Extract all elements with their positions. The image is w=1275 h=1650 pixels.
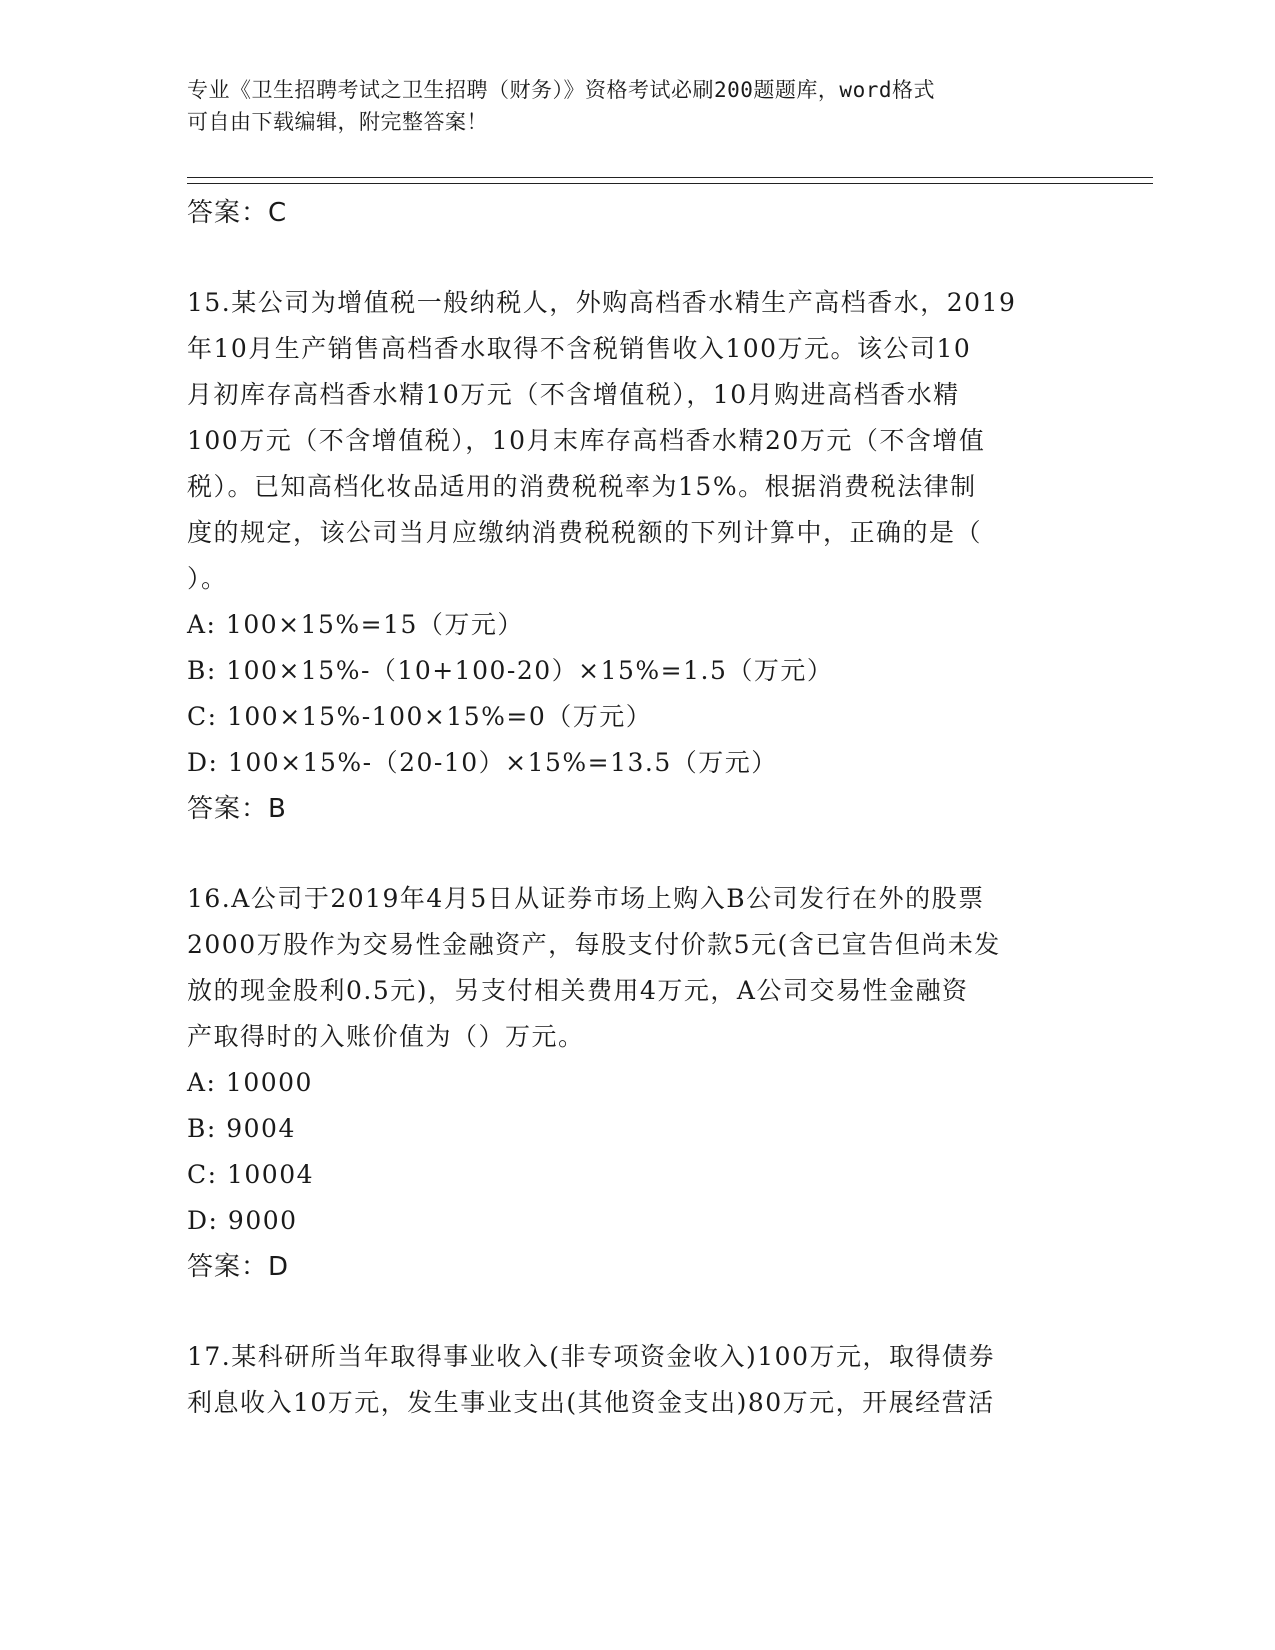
document-header [187,74,1067,138]
question-text-line: 产取得时的入账价值为（）万元。 [187,1022,585,1051]
question-text-line: 利息收入10万元，发生事业支出(其他资金支出)80万元，开展经营活 [187,1388,995,1417]
spacer [187,1290,1087,1334]
question-text-line: 年10月生产销售高档香水取得不含税销售收入100万元。该公司10 [187,334,972,363]
option-c: C: 10004 [187,1160,315,1189]
question-17 [187,1334,1087,1426]
option-b: B: 9004 [187,1114,296,1143]
question-text-line: 税）。已知高档化妆品适用的消费税税率为15%。根据消费税法律制 [187,472,977,501]
question-text-line: ）。 [187,564,228,593]
option-a: A: 10000 [187,1068,313,1097]
question-16 [187,876,1087,1290]
header-divider-top [187,177,1153,178]
option-b: B: 100×15%-（10+100-20）×15%=1.5（万元） [187,656,834,685]
spacer [187,236,1087,280]
question-text-line: 16.A公司于2019年4月5日从证券市场上购入B公司发行在外的股票 [187,884,985,913]
header-divider-bottom [187,183,1153,184]
answer-label: 答案：D [187,1252,290,1282]
option-a: A: 100×15%=15（万元） [187,610,524,639]
option-d: D: 100×15%-（20-10）×15%=13.5（万元） [187,748,778,777]
header-line-2: 可自由下载编辑，附完整答案！ [187,110,488,134]
question-text-line: 放的现金股利0.5元)，另支付相关费用4万元，A公司交易性金融资 [187,976,969,1005]
question-text-line: 15.某公司为增值税一般纳税人，外购高档香水精生产高档香水，2019 [187,288,1017,317]
spacer [187,832,1087,876]
question-text-line: 17.某科研所当年取得事业收入(非专项资金收入)100万元，取得债券 [187,1342,995,1371]
question-15 [187,280,1087,832]
question-text-line: 2000万股作为交易性金融资产，每股支付价款5元(含已宣告但尚未发 [187,930,1001,959]
header-line-1: 专业《卫生招聘考试之卫生招聘（财务）》资格考试必刷200题题库，word格式 [187,78,935,102]
answer-label: 答案：B [187,794,287,824]
option-c: C: 100×15%-100×15%=0（万元） [187,702,653,731]
question-text-line: 月初库存高档香水精10万元（不含增值税），10月购进高档香水精 [187,380,960,409]
question-text-line: 度的规定，该公司当月应缴纳消费税税额的下列计算中，正确的是（ [187,518,983,547]
document-body [187,190,1087,1426]
option-d: D: 9000 [187,1206,298,1235]
question-text-line: 100万元（不含增值税），10月末库存高档香水精20万元（不含增值 [187,426,986,455]
previous-answer: 答案：C [187,198,288,228]
